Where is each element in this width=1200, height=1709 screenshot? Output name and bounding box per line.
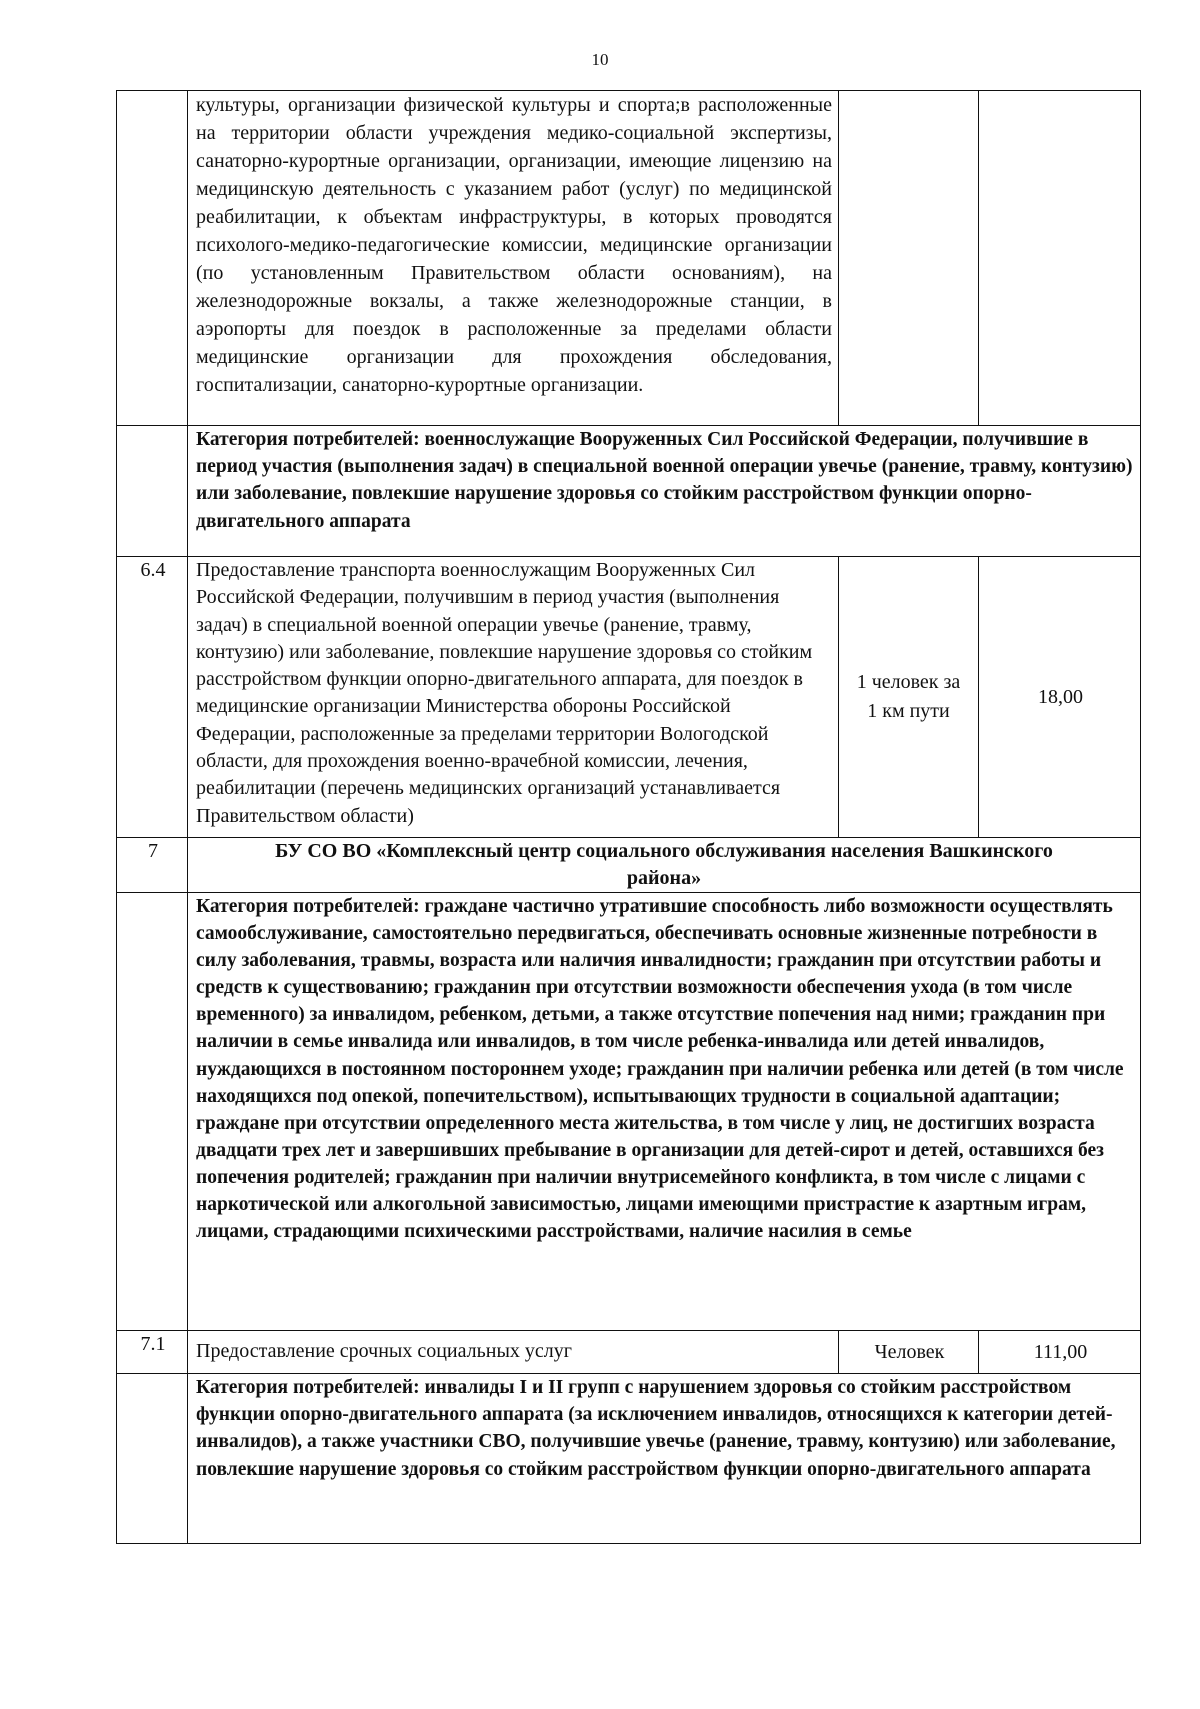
price-cell: 111,00 xyxy=(979,1331,1141,1374)
unit-cell: 1 человек за 1 км пути xyxy=(839,557,979,838)
table-row xyxy=(117,1374,1141,1544)
tariff-table xyxy=(116,90,1141,1544)
consumer-category: Категория потребителей: граждане частично утратившие способность либо возможности осуществлять самообслуживание, самостоятельно передвигаться, обеспечивать основные жизненные потребности в силу заболевания, травмы, возраста или наличия инвалидности; гражданин при отсутствии работы и средств к существованию; гражданин при отсутствии возможности обеспечения ухода (в том числе временного) за инвалидом, ребенком, детьми, а также отсутствие попечения над ними; гражданин при наличии в семье инвалида или инвалидов, в том числе ребенка-инвалида или детей инвалидов, нуждающихся в постоянном постороннем уходе; гражданин при наличии ребенка или детей (в том числе находящихся под опекой, попечительством), испытывающих трудности в социальной адаптации; граждане при отсутствии определенного места жительства, в том числе у лиц, не достигших возраста двадцати трех лет и завершивших пребывание в организации для детей-сирот и детей, оставшихся без попечения родителей; гражданин при наличии внутрисемейного конфликта, в том числе с лицами с наркотической или алкогольной зависимостью, лицами имеющими пристрастие к азартным играм, лицами, страдающими психическими расстройствами, наличие насилия в семье xyxy=(188,893,1141,1331)
table-row xyxy=(117,893,1141,1331)
row-number xyxy=(117,1374,188,1544)
table-row xyxy=(117,1331,1141,1374)
page-number: 10 xyxy=(591,50,609,69)
service-description: Предоставление транспорта военнослужащим Вооруженных Сил Российской Федерации, получившим в период участия (выполнения задач) в специальной военной операции увечье (ранение, травму, контузию) или заболевание, повлекшие нарушение здоровья со стойким расстройством функции опорно-двигательного аппарата, для поездок в медицинские организации Министерства обороны Российской Федерации, расположенные за пределами территории Вологодской области, для прохождения военно-врачебной комиссии, лечения, реабилитации (перечень медицинских организаций устанавливается Правительством области) xyxy=(188,557,839,838)
consumer-category: Категория потребителей: инвалиды I и II групп с нарушением здоровья со стойким расстройством функции опорно-двигательного аппарата (за исключением инвалидов, относящихся к категории детей-инвалидов), а также участники СВО, получившие увечье (ранение, травму, контузию) или заболевание, повлекшие нарушение здоровья со стойким расстройством функции опорно-двигательного аппарата xyxy=(188,1374,1141,1544)
row-number: 7.1 xyxy=(117,1331,188,1374)
row-number xyxy=(117,91,188,426)
table-row xyxy=(117,838,1141,893)
row-number: 7 xyxy=(117,838,188,893)
unit-cell: Человек xyxy=(839,1331,979,1374)
table-row xyxy=(117,91,1141,426)
table-row xyxy=(117,557,1141,838)
price-cell: 18,00 xyxy=(979,557,1141,838)
price-cell xyxy=(979,91,1141,426)
row-number xyxy=(117,426,188,557)
consumer-category: Категория потребителей: военнослужащие Вооруженных Сил Российской Федерации, получившие в период участия (выполнения задач) в специальной военной операции увечье (ранение, травму, контузию) или заболевание, повлекшие нарушение здоровья со стойким расстройством функции опорно-двигательного аппарата xyxy=(188,426,1141,557)
organization-name: БУ СО ВО «Комплексный центр социального обслуживания населения Вашкинского района» xyxy=(188,838,1141,893)
service-description: культуры, организации физической культуры и спорта;в расположенные на территории области учреждения медико-социальной экспертизы, санаторно-курортные организации, организации, имеющие лицензию на медицинскую деятельность с указанием работ (услуг) по медицинской реабилитации, к объектам инфраструктуры, в которых проводятся психолого-медико-педагогические комиссии, медицинские организации (по установленным Правительством области основаниям), на железнодорожные вокзалы, а также железнодорожные станции, в аэропорты для поездок в расположенные за пределами области медицинские организации для прохождения обследования, госпитализации, санаторно-курортные организации. xyxy=(188,91,839,426)
service-description: Предоставление срочных социальных услуг xyxy=(188,1331,839,1374)
row-number xyxy=(117,893,188,1331)
row-number: 6.4 xyxy=(117,557,188,838)
unit-cell xyxy=(839,91,979,426)
table-row xyxy=(117,426,1141,557)
